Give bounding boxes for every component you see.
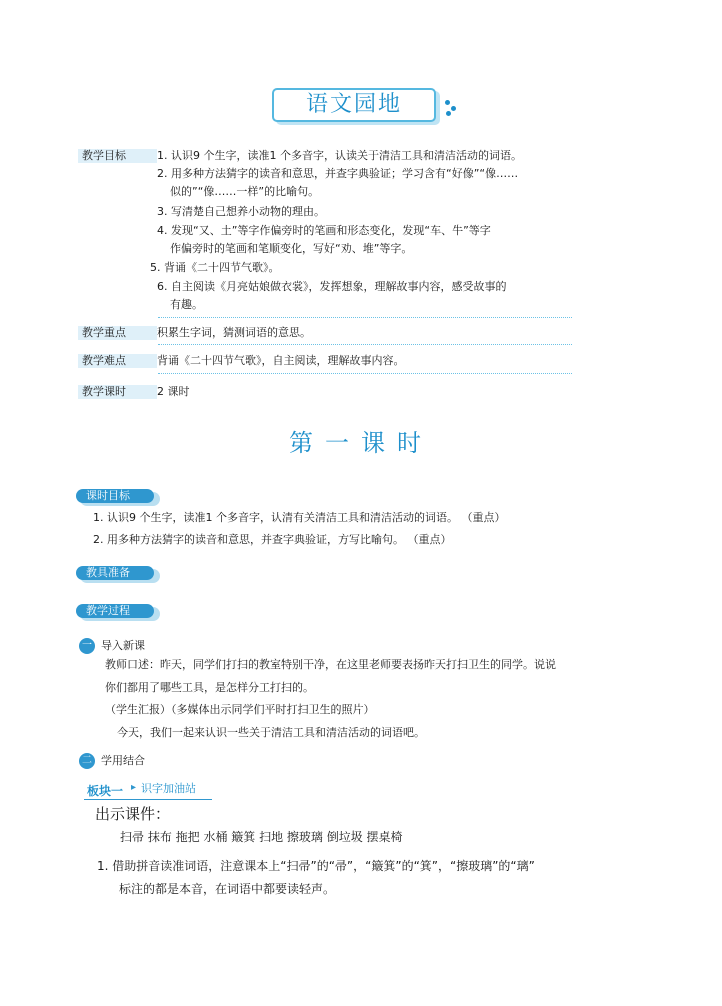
difficult-label: 教学难点	[78, 354, 157, 368]
lesson-title: 第一课时	[289, 429, 433, 457]
goal-line: 3. 写清楚自己想养小动物的理由。	[157, 205, 325, 218]
goal-line: 作偏旁时的笔画和笔顺变化，写好“劝、堆”等字。	[170, 242, 413, 255]
process-label: 教学过程	[76, 604, 154, 618]
show-label: 出示课件：	[95, 805, 171, 823]
block-title: 识字加油站	[141, 782, 196, 795]
goal-line: 5. 背诵《二十四节气歌》。	[150, 261, 280, 274]
item1-line: 标注的都是本音，在词语中都要读轻声。	[119, 882, 336, 896]
step2-number: 二	[79, 753, 95, 769]
goal-line: 1. 认识9 个生字，读准1 个多音字，认读关于清洁工具和清洁活动的词语。	[157, 149, 522, 162]
divider	[158, 344, 572, 345]
step1-line: （学生汇报）（多媒体出示同学们平时打扫卫生的照片）	[105, 703, 375, 716]
hours-label: 教学课时	[78, 385, 157, 399]
hours-text: 2 课时	[157, 385, 190, 398]
step1-line: 你们都用了哪些工具，是怎样分工打扫的。	[105, 681, 314, 694]
key-label: 教学重点	[78, 326, 157, 340]
divider	[158, 317, 572, 318]
word-list: 扫帚 抹布 拖把 水桶 簸箕 扫地 擦玻璃 倒垃圾 摆桌椅	[120, 830, 403, 844]
block-underline	[84, 799, 212, 800]
step1-line: 教师口述：昨天，同学们打扫的教室特别干净，在这里老师要表扬昨天打扫卫生的同学。说说	[105, 658, 556, 671]
goal-line: 有趣。	[170, 298, 203, 311]
divider	[158, 373, 572, 374]
objective-line: 1. 认识9 个生字，读准1 个多音字，认清有关清洁工具和清洁活动的词语。 （重点）	[93, 511, 506, 524]
goal-label: 教学目标	[78, 149, 157, 163]
step1-line: 今天，我们一起来认识一些关于清洁工具和清洁活动的词语吧。	[117, 726, 425, 739]
page-title: 语文园地	[305, 92, 402, 117]
title-dots-icon	[445, 100, 459, 118]
goal-line: 6. 自主阅读《月亮姑娘做衣裳》，发挥想象，理解故事内容，感受故事的	[157, 280, 507, 293]
item1-line: 1. 借助拼音读准词语，注意课本上“扫帚”的“帚”，“簸箕”的“箕”，“擦玻璃”的“璃”	[97, 859, 535, 873]
objective-line: 2. 用多种方法猜字的读音和意思，并查字典验证，方写比喻句。 （重点）	[93, 533, 452, 546]
objectives-label: 课时目标	[76, 489, 154, 503]
step2-title: 学用结合	[101, 754, 145, 767]
step1-title: 导入新课	[101, 639, 145, 652]
block-label: 板块一	[87, 784, 124, 798]
goal-line: 4. 发现“又、土”等字作偏旁时的笔画和形态变化，发现“车、牛”等字	[157, 224, 491, 237]
prep-label: 教具准备	[76, 566, 154, 580]
key-text: 积累生字词，猜测词语的意思。	[157, 326, 311, 339]
goal-line: 2. 用多种方法猜字的读音和意思，并查字典验证；学习含有“好像”“像……	[157, 167, 519, 180]
block-arrow-icon: ▸	[131, 782, 137, 793]
step1-number: 一	[79, 638, 95, 654]
goal-line: 似的”“像……一样”的比喻句。	[170, 185, 320, 198]
difficult-text: 背诵《二十四节气歌》，自主阅读，理解故事内容。	[157, 354, 405, 367]
